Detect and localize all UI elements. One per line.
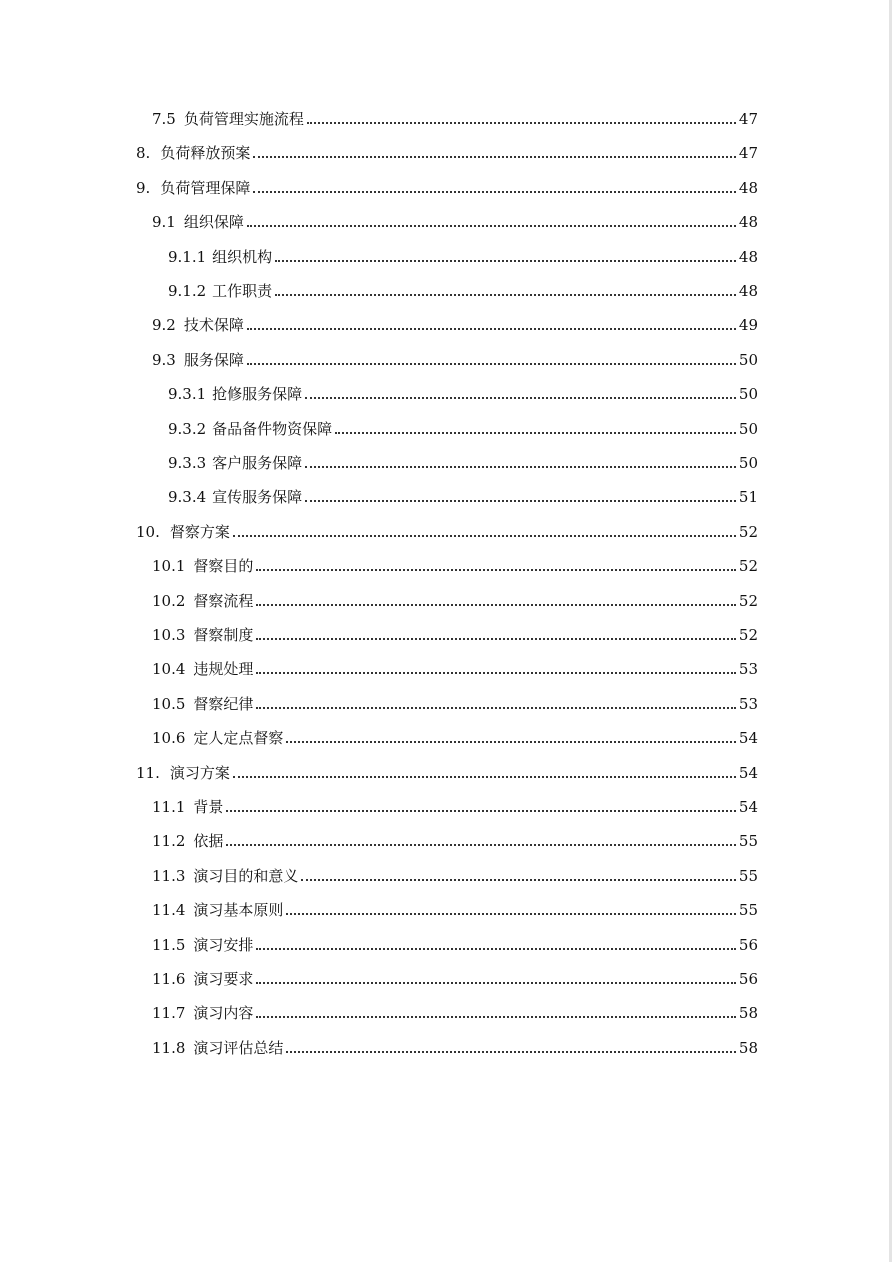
toc-dot-leader — [256, 600, 735, 606]
toc-entry[interactable] — [168, 380, 758, 404]
toc-entry[interactable] — [168, 483, 758, 507]
toc-page-number: 47 — [738, 144, 758, 163]
toc-dot-leader — [256, 565, 735, 571]
toc-entry[interactable] — [168, 449, 758, 473]
toc-entry-title: 定人定点督察 — [193, 729, 284, 748]
toc-entry-number: 9.3 — [152, 350, 176, 369]
toc-dot-leader — [256, 703, 735, 709]
toc-entry-title: 督察方案 — [169, 522, 230, 541]
toc-entry-number: 10.3 — [152, 626, 186, 644]
toc-entry[interactable] — [152, 655, 758, 679]
toc-entry-title: 客户服务保障 — [212, 454, 303, 472]
toc-page-number: 55 — [738, 832, 758, 851]
toc-entry-title: 负荷释放预案 — [160, 144, 251, 163]
toc-entry-title: 演习内容 — [193, 1004, 254, 1023]
toc-entry-title: 演习要求 — [193, 970, 254, 988]
toc-entry-number: 11.7 — [152, 1004, 186, 1023]
toc-page-number: 52 — [738, 626, 758, 644]
toc-page-number: 56 — [738, 935, 758, 954]
toc-entry[interactable] — [152, 862, 758, 886]
toc-entry-title: 演习方案 — [169, 763, 230, 782]
toc-entry-number: 10.4 — [152, 660, 186, 679]
toc-page-number: 50 — [738, 454, 758, 472]
toc-entry-number: 9.3.2 — [168, 419, 207, 438]
toc-dot-leader — [247, 359, 736, 365]
toc-entry-number: 9.3.3 — [168, 454, 207, 472]
toc-page-number: 52 — [738, 591, 758, 610]
toc-entry-number: 9.1.1 — [168, 247, 207, 266]
toc-entry[interactable] — [152, 1034, 758, 1058]
toc-entry[interactable] — [152, 931, 758, 955]
toc-dot-leader — [256, 668, 735, 674]
toc-page-number: 54 — [738, 729, 758, 748]
toc-dot-leader — [226, 840, 735, 846]
toc-entry-number: 10.2 — [152, 591, 186, 610]
toc-entry[interactable] — [152, 105, 758, 129]
toc-entry[interactable] — [152, 724, 758, 748]
toc-dot-leader — [305, 393, 736, 399]
toc-page-number: 53 — [738, 694, 758, 713]
toc-entry[interactable] — [152, 621, 758, 645]
toc-page-number: 47 — [738, 110, 758, 128]
toc-page-number: 49 — [738, 316, 758, 335]
toc-page-number: 58 — [738, 1038, 758, 1057]
toc-entry[interactable] — [168, 415, 758, 439]
toc-page-number: 55 — [738, 866, 758, 885]
toc-entry[interactable] — [136, 759, 758, 783]
toc-dot-leader — [301, 875, 735, 881]
toc-entry-title: 督察制度 — [193, 626, 254, 644]
toc-entry-title: 背景 — [193, 798, 224, 816]
toc-dot-leader — [305, 462, 736, 468]
toc-entry-number: 9.1 — [152, 213, 176, 232]
toc-page-number: 54 — [738, 763, 758, 782]
toc-dot-leader — [247, 221, 736, 227]
toc-entry-number: 9.3.1 — [168, 385, 207, 404]
toc-entry-title: 演习目的和意义 — [193, 866, 299, 885]
toc-entry-title: 组织机构 — [212, 247, 273, 266]
toc-entry-title: 督察纪律 — [193, 694, 254, 713]
toc-entry-title: 宣传服务保障 — [212, 488, 303, 507]
toc-entry-number: 10.1 — [152, 557, 186, 576]
toc-entry[interactable] — [152, 208, 758, 232]
toc-entry-number: 10.5 — [152, 694, 186, 713]
toc-page-number: 48 — [738, 178, 758, 197]
toc-entry-number: 11.6 — [152, 970, 186, 988]
toc-page-number: 48 — [738, 247, 758, 266]
toc-entry[interactable] — [152, 311, 758, 335]
toc-entry-title: 违规处理 — [193, 660, 254, 679]
toc-entry-number: 10.6 — [152, 729, 186, 748]
toc-page-number: 53 — [738, 660, 758, 679]
toc-entry[interactable] — [152, 999, 758, 1023]
toc-dot-leader — [305, 496, 736, 502]
toc-entry-number: 7.5 — [152, 110, 176, 128]
toc-entry-title: 依据 — [193, 832, 224, 851]
toc-entry-title: 负荷管理保障 — [160, 178, 251, 197]
toc-entry-title: 服务保障 — [183, 350, 244, 369]
toc-entry[interactable] — [152, 587, 758, 611]
toc-page-number: 48 — [738, 213, 758, 232]
toc-entry-number: 9. — [136, 178, 151, 197]
toc-entry[interactable] — [136, 139, 758, 163]
toc-page-number: 52 — [738, 522, 758, 541]
toc-dot-leader — [307, 118, 736, 124]
toc-page-number: 48 — [738, 282, 758, 300]
toc-dot-leader — [233, 772, 736, 778]
toc-entry-number: 9.1.2 — [168, 282, 207, 300]
toc-dot-leader — [253, 152, 736, 158]
toc-dot-leader — [247, 324, 736, 330]
toc-entry[interactable] — [168, 277, 758, 301]
toc-page-number: 54 — [738, 798, 758, 816]
toc-dot-leader — [256, 634, 735, 640]
toc-entry-number: 9.3.4 — [168, 488, 207, 507]
toc-dot-leader — [335, 428, 736, 434]
toc-dot-leader — [286, 909, 735, 915]
toc-dot-leader — [233, 531, 736, 537]
toc-dot-leader — [253, 187, 736, 193]
toc-entry-title: 工作职责 — [212, 282, 273, 300]
toc-page-number: 51 — [738, 488, 758, 507]
toc-page-number: 58 — [738, 1004, 758, 1023]
toc-entry-number: 11. — [136, 763, 160, 782]
toc-entry-title: 演习基本原则 — [193, 901, 284, 920]
toc-entry[interactable] — [152, 827, 758, 851]
toc-entry[interactable] — [152, 552, 758, 576]
toc-entry[interactable] — [136, 174, 758, 198]
toc-entry-title: 督察流程 — [193, 591, 254, 610]
toc-entry-title: 组织保障 — [183, 213, 244, 232]
toc-page-number: 50 — [738, 419, 758, 438]
toc-entry-title: 备品备件物资保障 — [212, 419, 333, 438]
toc-entry[interactable] — [136, 518, 758, 542]
toc-entry-title: 演习评估总结 — [193, 1038, 284, 1057]
toc-entry-number: 11.5 — [152, 935, 186, 954]
toc-entry-title: 演习安排 — [193, 935, 254, 954]
toc-dot-leader — [275, 290, 736, 296]
toc-page-number: 55 — [738, 901, 758, 920]
toc-page-number: 50 — [738, 385, 758, 404]
toc-entry[interactable] — [152, 690, 758, 714]
toc-dot-leader — [226, 806, 735, 812]
toc-entry[interactable] — [152, 793, 758, 817]
toc-dot-leader — [256, 1012, 735, 1018]
toc-entry[interactable] — [168, 243, 758, 267]
toc-entry-number: 11.2 — [152, 832, 186, 851]
toc-entry-number: 11.3 — [152, 866, 186, 885]
toc-entry-number: 11.1 — [152, 798, 186, 816]
toc-entry-number: 8. — [136, 144, 151, 163]
toc-dot-leader — [286, 1047, 735, 1053]
toc-entry[interactable] — [152, 965, 758, 989]
toc-dot-leader — [256, 944, 735, 950]
toc-entry-title: 技术保障 — [183, 316, 244, 335]
toc-entry-title: 负荷管理实施流程 — [183, 110, 304, 128]
toc-entry-number: 11.4 — [152, 901, 186, 920]
toc-entry-number: 9.2 — [152, 316, 176, 335]
toc-entry-title: 抢修服务保障 — [212, 385, 303, 404]
toc-dot-leader — [286, 737, 735, 743]
toc-dot-leader — [275, 256, 736, 262]
toc-entry[interactable] — [152, 896, 758, 920]
toc-dot-leader — [256, 978, 735, 984]
toc-page-number: 52 — [738, 557, 758, 576]
toc-entry-number: 10. — [136, 522, 160, 541]
toc-entry-title: 督察目的 — [193, 557, 254, 576]
toc-entry[interactable] — [152, 346, 758, 370]
toc-page-number: 56 — [738, 970, 758, 988]
toc-entry-number: 11.8 — [152, 1038, 186, 1057]
toc-page-number: 50 — [738, 350, 758, 369]
